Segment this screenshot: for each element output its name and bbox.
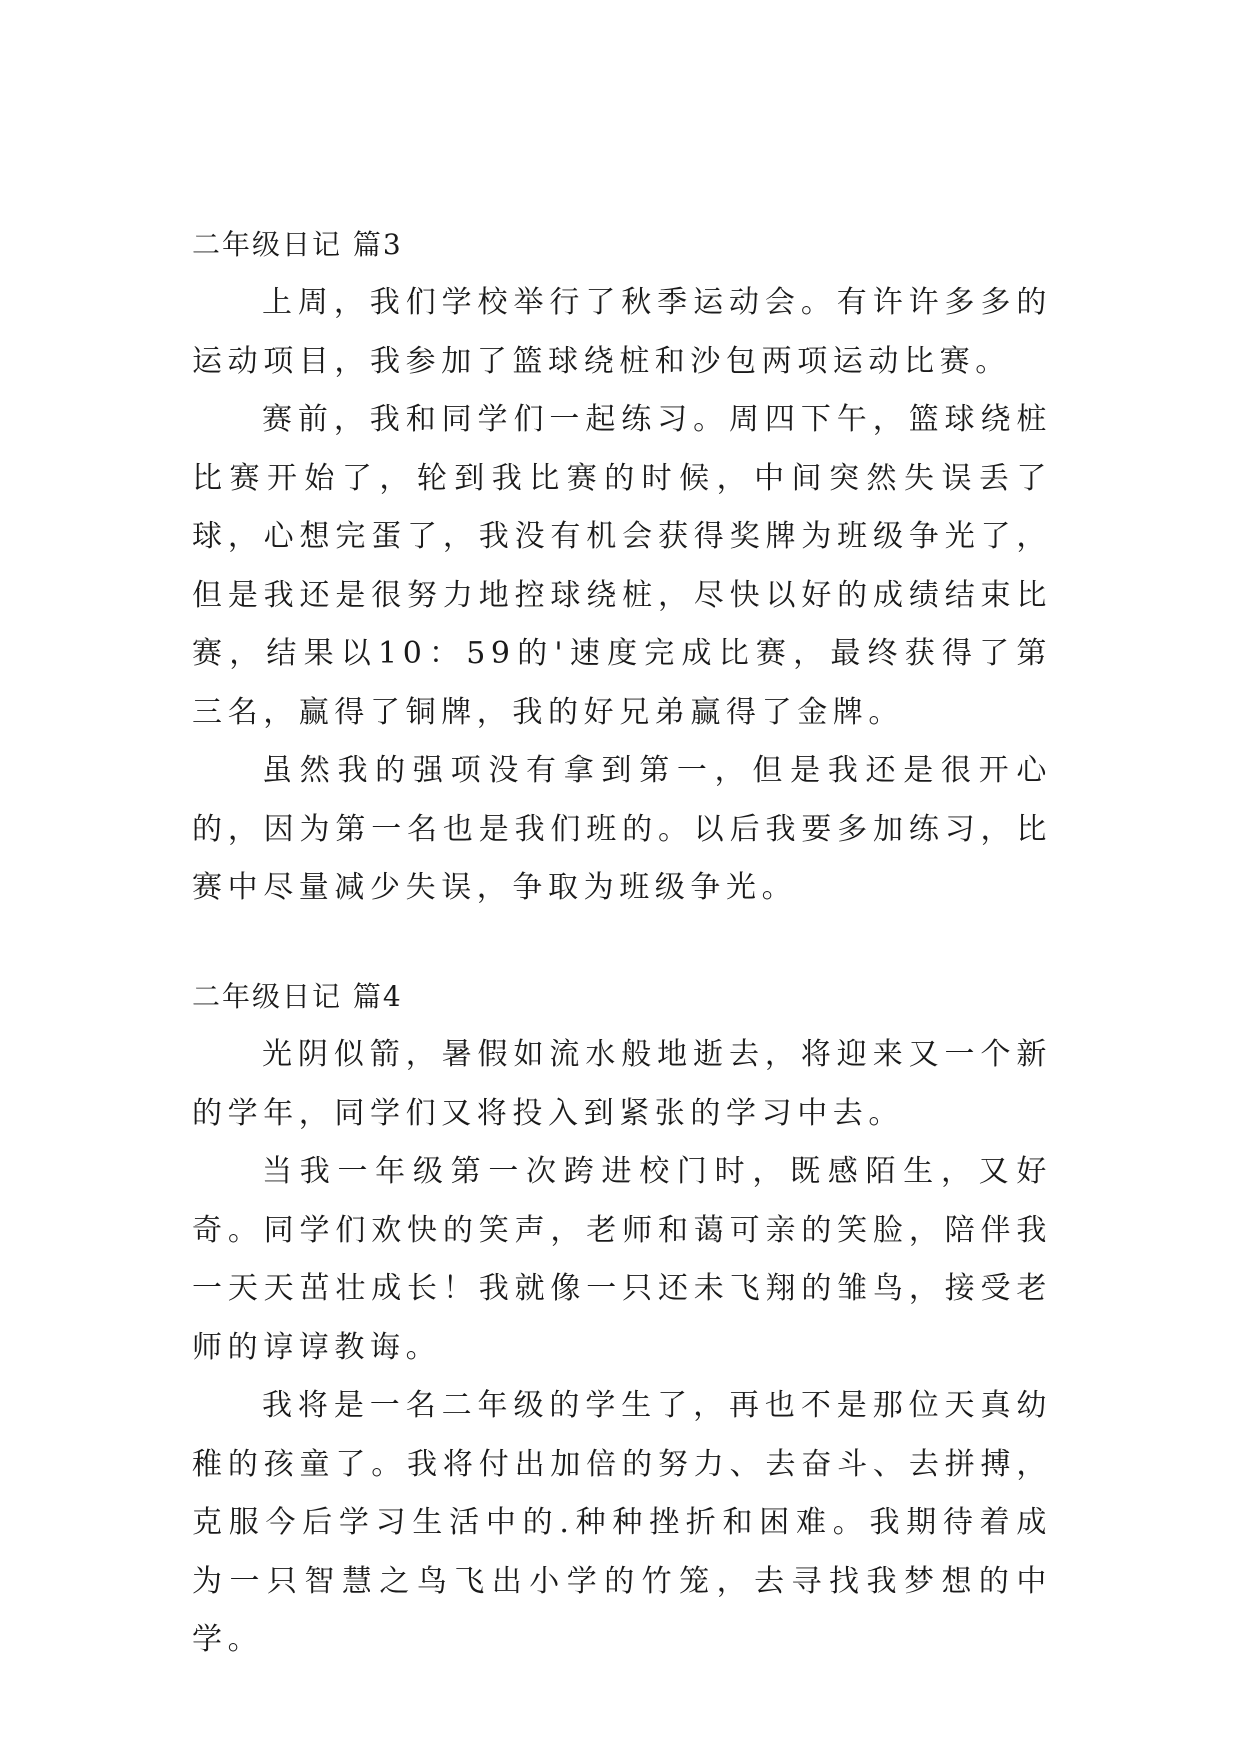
- entry-heading: 二年级日记 篇3: [192, 228, 403, 261]
- paragraph: 当我一年级第一次跨进校门时，既感陌生，又好奇。同学们欢快的笑声，老师和蔼可亲的笑脸，陪伴我一天天茁壮成长！我就像一只还未飞翔的雏鸟，接受老师的谆谆教诲。: [192, 1154, 1052, 1365]
- paragraph: 虽然我的强项没有拿到第一，但是我还是很开心的，因为第一名也是我们班的。以后我要多加练习，比赛中尽量减少失误，争取为班级争光。: [192, 753, 1052, 905]
- entry-heading: 二年级日记 篇4: [192, 980, 403, 1013]
- paragraph: 我将是一名二年级的学生了，再也不是那位天真幼稚的孩童了。我将付出加倍的努力、去奋斗、去拼搏，克服今后学习生活中的.种种挫折和困难。我期待着成为一只智慧之鸟飞出小学的竹笼，去寻找我梦想的中学。: [192, 1388, 1052, 1657]
- paragraph: 上周，我们学校举行了秋季运动会。有许许多多的运动项目，我参加了篮球绕桩和沙包两项运动比赛。: [192, 285, 1052, 379]
- paragraph: 光阴似箭，暑假如流水般地逝去，将迎来又一个新的学年，同学们又将投入到紧张的学习中去。: [192, 1037, 1052, 1131]
- diary-entry-3: [192, 216, 1052, 918]
- paragraph: 赛前，我和同学们一起练习。周四下午，篮球绕桩比赛开始了，轮到我比赛的时候，中间突然失误丢了球，心想完蛋了，我没有机会获得奖牌为班级争光了，但是我还是很努力地控球绕桩，尽快以好的成绩结束比赛，结果以10：59的'速度完成比赛，最终获得了第三名，赢得了铜牌，我的好兄弟赢得了金牌。: [192, 402, 1052, 730]
- diary-entry-4: [192, 968, 1052, 1670]
